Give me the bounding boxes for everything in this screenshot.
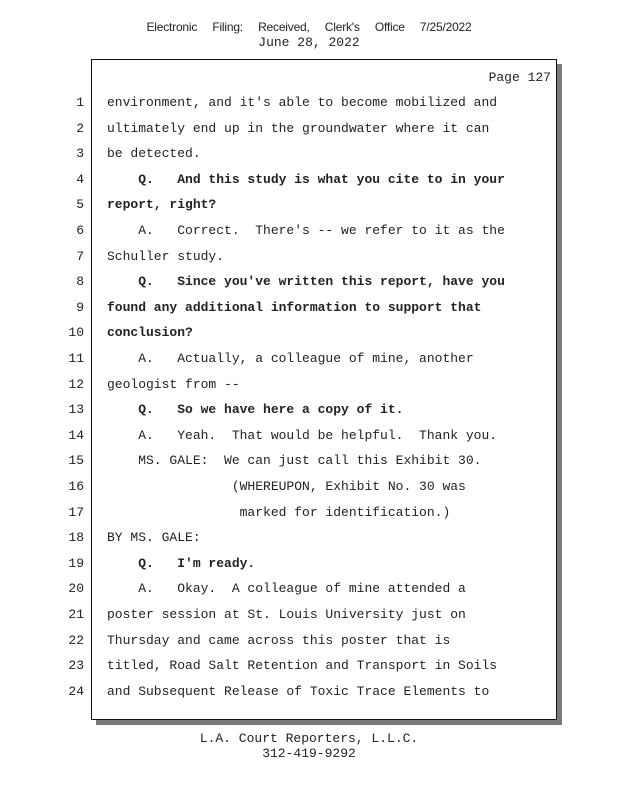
- transcript-line: found any additional information to support that: [107, 299, 482, 315]
- line-number: 24: [68, 683, 84, 699]
- line-number: 14: [68, 427, 84, 443]
- transcript-line: BY MS. GALE:: [107, 530, 201, 546]
- line-number: 5: [76, 197, 84, 213]
- transcript-line: Q. I'm ready.: [107, 555, 256, 571]
- transcript-line: marked for identification.): [107, 504, 451, 520]
- transcript-line: ultimately end up in the groundwater where it can: [107, 120, 490, 136]
- transcript-line: Q. So we have here a copy of it.: [107, 402, 404, 418]
- stamp-word: Filing:: [212, 20, 243, 34]
- line-number: 19: [68, 555, 84, 571]
- transcript-line: report, right?: [107, 197, 217, 213]
- stamp-word: Received,: [258, 20, 310, 34]
- transcript-line: A. Okay. A colleague of mine attended a: [107, 581, 466, 597]
- line-number: 12: [68, 376, 84, 392]
- line-number: 21: [68, 607, 84, 622]
- line-number: 9: [76, 299, 84, 315]
- transcript-line: Q. Since you've written this report, have you: [107, 274, 505, 290]
- transcript-line: A. Actually, a colleague of mine, another: [107, 351, 474, 366]
- transcript-line: MS. GALE: We can just call this Exhibit 30.: [107, 453, 482, 469]
- transcript-line: (WHEREUPON, Exhibit No. 30 was: [107, 479, 466, 494]
- stamp-word: 7/25/2022: [419, 20, 472, 34]
- line-number: 6: [76, 223, 84, 238]
- line-number: 15: [68, 453, 84, 469]
- line-number: 3: [76, 146, 84, 162]
- line-number: 11: [68, 351, 84, 366]
- footer-company: L.A. Court Reporters, L.L.C.: [199, 731, 419, 746]
- transcript-line: titled, Road Salt Retention and Transport in Soils: [107, 658, 498, 674]
- transcript-line: environment, and it's able to become mobilized and: [107, 95, 498, 110]
- stamp-word: Office: [374, 20, 405, 34]
- transcript-line: A. Yeah. That would be helpful. Thank you.: [107, 427, 498, 443]
- transcript-line: and Subsequent Release of Toxic Trace Elements to: [107, 683, 490, 699]
- filing-stamp: [0, 20, 618, 34]
- transcript-line: Q. And this study is what you cite to in your: [107, 171, 505, 187]
- line-number: 8: [76, 274, 84, 290]
- transcript-line: Thursday and came across this poster that is: [107, 632, 451, 648]
- transcript-line: geologist from --: [107, 376, 240, 392]
- line-number: 7: [76, 248, 84, 264]
- line-number: 16: [68, 479, 84, 494]
- line-number: 18: [68, 530, 84, 546]
- transcript-line: poster session at St. Louis University just on: [107, 607, 466, 622]
- line-number: 22: [68, 632, 84, 648]
- transcript-line: A. Correct. There's -- we refer to it as the: [107, 223, 505, 238]
- line-number: 4: [76, 171, 84, 187]
- transcript-line: conclusion?: [107, 325, 193, 341]
- line-number: 13: [68, 402, 84, 418]
- deposition-date: June 28, 2022: [258, 35, 360, 50]
- line-number: 20: [68, 581, 84, 597]
- line-number: 17: [68, 504, 84, 520]
- footer-phone: 312-419-9292: [262, 746, 356, 761]
- line-number: 23: [68, 658, 84, 674]
- line-number: 1: [76, 95, 84, 110]
- line-number: 10: [68, 325, 84, 341]
- line-number: 2: [76, 120, 84, 136]
- page-number: Page 127: [488, 70, 551, 85]
- stamp-word: Clerk's: [324, 20, 360, 34]
- transcript-line: be detected.: [107, 146, 201, 162]
- stamp-word: Electronic: [146, 20, 198, 34]
- transcript-line: Schuller study.: [107, 248, 225, 264]
